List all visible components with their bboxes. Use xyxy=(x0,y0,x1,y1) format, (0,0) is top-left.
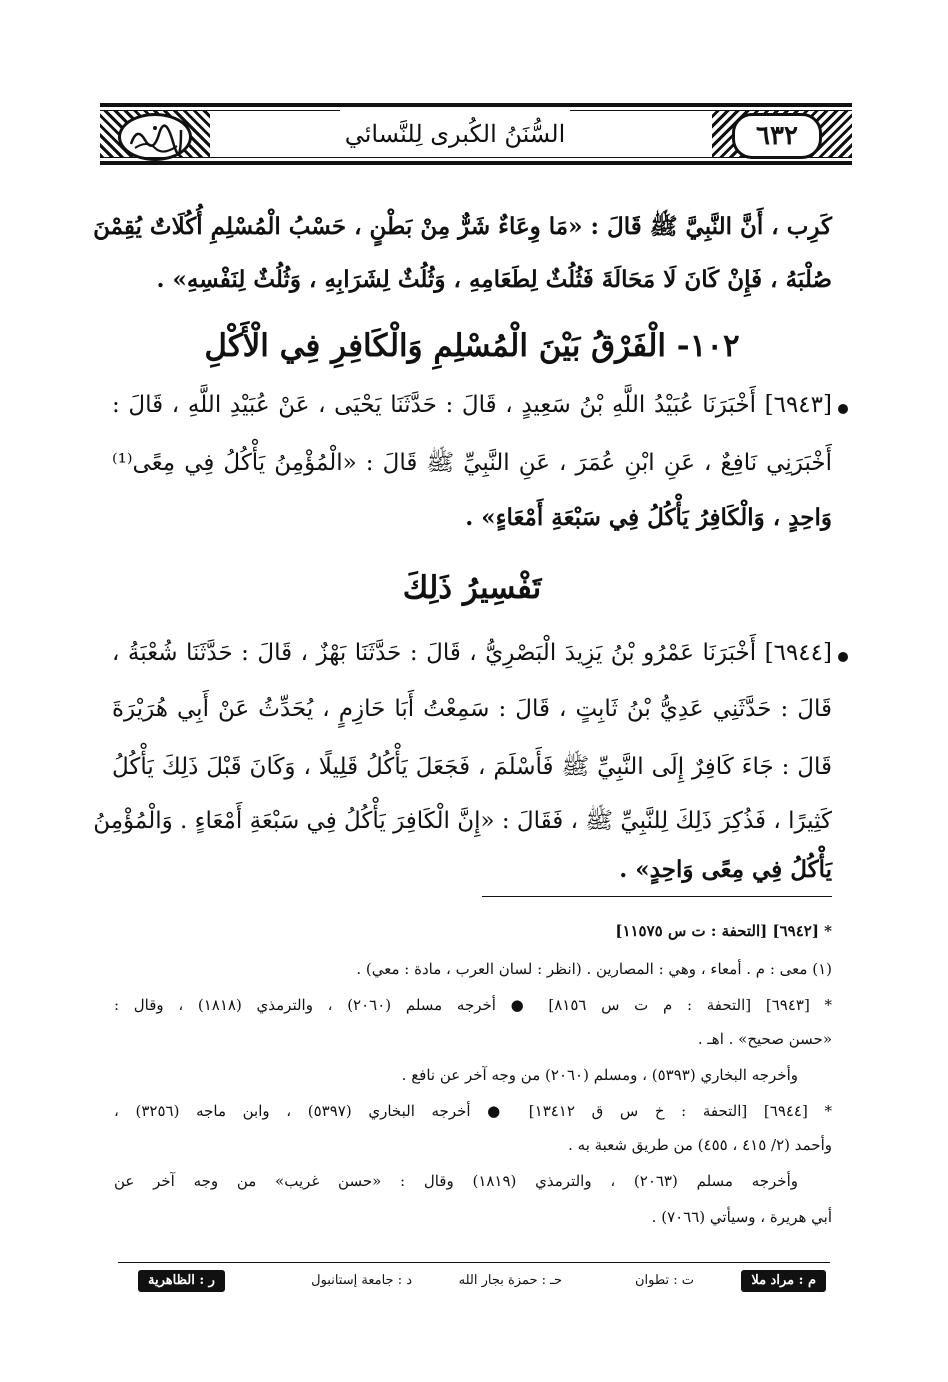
text-line: قَالَ : حَدَّثَنِي عَدِيُّ بْنُ ثَابِتٍ ، قَالَ : سَمِعْتُ أَبَا حَازِمٍ ، يُحَدِّثُ عَنْ أَبِي هُرَيْرَةَ xyxy=(112,696,832,722)
footnote-line: وأحمد (٢/ ٤١٥ ، ٤٥٥) من طريق شعبة به . xyxy=(568,1136,832,1154)
subheading: تَفْسِيرُ ذَلِكَ xyxy=(402,570,542,606)
footnote-line: * [٦٩٤٤] [التحفة : خ س ق ١٣٤١٢] ● أخرجه البخاري (٥٣٩٧) ، وابن ماجه (٣٢٥٦) ، xyxy=(114,1102,832,1120)
header-border-bottom-thin xyxy=(100,157,852,158)
footnote-line: * [٦٩٤٢] [التحفة : ت س ١١٥٧٥] xyxy=(615,922,832,940)
manuscript-badge-r: ر : الظاهرية xyxy=(138,1270,225,1292)
bullet-icon xyxy=(838,404,848,414)
text-line: كَرِب ، أَنَّ النَّبِيَّ ﷺ قَالَ : «مَا وِعَاءٌ شَرٌّ مِنْ بَطْنٍ ، حَسْبُ الْمُسْلِمِ أُكُلَاتٌ يُقِمْنَ xyxy=(93,213,832,240)
footnote-line: (١) معى : م . أمعاء ، وهي : المصارين . (انظر : لسان العرب ، مادة : معي) . xyxy=(356,960,832,978)
page-header xyxy=(100,103,852,165)
manuscript-label-t: ت : تطوان xyxy=(634,1273,694,1288)
manuscript-badge-m: م : مراد ملا xyxy=(741,1270,826,1292)
text-line: وَاحِدٍ ، وَالْكَافِرُ يَأْكُلُ فِي سَبْعَةِ أَمْعَاءٍ» . xyxy=(465,504,832,531)
text-line: [٦٩٤٤] أَخْبَرَنَا عَمْرُو بْنُ يَزِيدَ الْبَصْرِيُّ ، قَالَ : حَدَّثَنَا بَهْزٌ ، قَالَ : حَدَّثَنَا شُعْبَةُ ، xyxy=(112,640,832,666)
footnote-line: وأخرجه البخاري (٥٣٩٣) ، ومسلم (٢٠٦٠) من وجه آخر عن نافع . xyxy=(401,1066,798,1084)
header-border-top xyxy=(100,103,852,107)
text-line: صُلْبَهُ ، فَإِنْ كَانَ لَا مَحَالَةَ فَثُلُثٌ لِطَعَامِهِ ، وَثُلُثٌ لِشَرَابِهِ ، وَثُلُثٌ لِنَفْسِهِ» . xyxy=(156,266,832,293)
page-number: ٦٣٢ xyxy=(732,113,822,159)
text-line: قَالَ : جَاءَ كَافِرٌ إِلَى النَّبِيِّ ﷺ فَأَسْلَمَ ، فَجَعَلَ يَأْكُلُ قَلِيلًا ، وَكَانَ قَبْلَ ذَلِكَ يَأْكُلُ xyxy=(112,754,832,780)
manuscript-label-d: د : جامعة إستانبول xyxy=(311,1273,412,1288)
footnote-line: وأخرجه مسلم (٢٠٦٣) ، والترمذي (١٨١٩) وقال : «حسن غريب» من وجه آخر عن xyxy=(114,1172,798,1190)
text-line: أَخْبَرَنِي نَافِعٌ ، عَنِ ابْنِ عُمَرَ ، عَنِ النَّبِيِّ ﷺ قَالَ : «الْمُؤْمِنُ يَأْكُلُ فِي مِعًى⁽¹⁾ xyxy=(112,450,832,476)
text-line: كَثِيرًا ، فَذُكِرَ ذَلِكَ لِلنَّبِيِّ ﷺ ، فَقَالَ : «إِنَّ الْكَافِرَ يَأْكُلُ فِي سَبْعَةِ أَمْعَاءٍ . وَالْمُؤْمِنُ xyxy=(93,808,832,834)
footnote-line: «حسن صحيح» . اهـ . xyxy=(697,1030,832,1048)
footer-rule xyxy=(118,1262,830,1263)
text-line: يَأْكُلُ فِي مِعًى وَاحِدٍ» . xyxy=(619,856,832,883)
footnote-separator xyxy=(482,896,832,897)
running-title: السُّنَنُ الكُبرى لِلنَّسائي xyxy=(340,109,570,159)
bullet-icon xyxy=(838,652,848,662)
footnote-line: * [٦٩٤٣] [التحفة : م ت س ٨١٥٦] ● أخرجه مسلم (٢٠٦٠) ، والترمذي (١٨١٨) ، وقال : xyxy=(114,996,832,1014)
manuscript-label-h: حـ : حمزة بجار الله xyxy=(458,1273,562,1288)
header-border-bottom xyxy=(100,161,852,165)
footnote-line: أبي هريرة ، وسيأتي (٧٠٦٦) . xyxy=(651,1208,832,1226)
book-seal-logo xyxy=(118,113,192,161)
seal-calligraphy-icon xyxy=(125,120,185,154)
text-line: [٦٩٤٣] أَخْبَرَنَا عُبَيْدُ اللَّهِ بْنُ سَعِيدٍ ، قَالَ : حَدَّثَنَا يَحْيَى ، عَنْ عُبَيْدِ اللَّهِ ، قَالَ : xyxy=(112,392,832,418)
section-heading: ١٠٢- الْفَرْقُ بَيْنَ الْمُسْلِمِ وَالْكَافِرِ فِي الْأَكْلِ xyxy=(204,328,740,364)
